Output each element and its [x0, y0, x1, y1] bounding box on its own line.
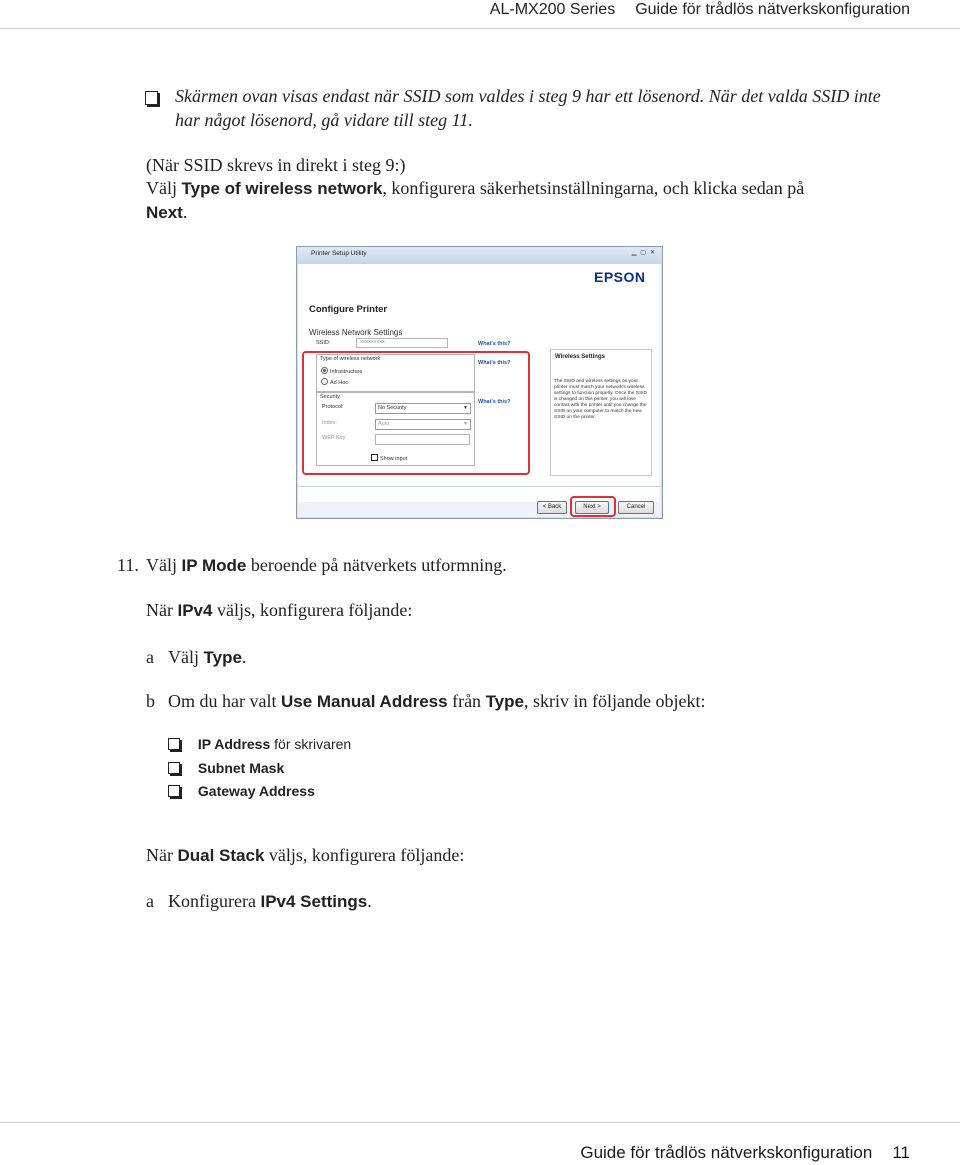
substep-letter-a: a [146, 647, 154, 667]
protocol-label: Protocol: [322, 404, 344, 410]
type-label: Type of wireless network [320, 356, 381, 362]
text-span: , skriv in följande objekt: [523, 691, 706, 711]
bold-term: Next [146, 203, 183, 222]
protocol-value: No Security [378, 405, 407, 411]
checkbox-bullet-icon [168, 738, 180, 750]
text-span: Välj [168, 647, 204, 667]
index-label: Index: [322, 420, 337, 426]
substep-letter-b: b [146, 691, 155, 711]
text-span: När [146, 600, 178, 620]
text-span: väljs, konfigurera följande: [212, 600, 413, 620]
text-span: från [447, 691, 486, 711]
page-number: 11 [892, 1143, 910, 1162]
guide-title: Guide för trådlös nätverkskonfiguration [635, 1, 910, 18]
ssid-step-paragraph-end [146, 200, 187, 225]
bold-term: Subnet Mask [197, 760, 285, 776]
checkbox-bullet-icon [168, 785, 180, 797]
bold-term: Type of wireless network [181, 179, 383, 198]
note-text: Skärmen ovan visas endast när SSID som valdes i steg 9 har ett lösenord. När det valda SSID inte har något lösenord, gå vidare till steg 11. [175, 86, 881, 130]
dual-intro [146, 843, 464, 868]
epson-logo: EPSON [594, 269, 646, 285]
running-header [490, 0, 910, 20]
bold-term: Gateway Address [197, 783, 315, 799]
dual-substep-a [168, 889, 372, 914]
adhoc-label: Ad Hoc [330, 380, 349, 386]
ipv4-substep-a [168, 645, 246, 670]
text-span: väljs, konfigurera följande: [264, 845, 465, 865]
back-button[interactable]: < Back [537, 501, 567, 514]
bold-term: Use Manual Address [280, 692, 448, 711]
bold-term: IP Address [197, 736, 271, 752]
info-title: Wireless Settings [555, 354, 605, 360]
text-span: Om du har valt [168, 691, 281, 711]
window-panel [298, 264, 659, 502]
step-number: 11. [117, 555, 139, 575]
ipv4-substep-b [168, 689, 705, 714]
dropdown-arrow-icon: ▼ [463, 421, 468, 427]
wepkey-label: WEP Key: [322, 435, 347, 441]
window-titlebar [297, 247, 662, 264]
show-input-checkbox[interactable] [371, 454, 407, 462]
ssid-label: SSID: [316, 340, 331, 346]
whats-this-link-3[interactable]: What's this? [478, 399, 511, 405]
index-value: Auto [378, 421, 390, 427]
printer-setup-window [296, 246, 663, 519]
checkbox-icon [371, 454, 378, 461]
checkbox-bullet-icon [168, 762, 180, 774]
whats-this-link-1[interactable]: What's this? [478, 341, 511, 347]
wireless-type-group [316, 354, 475, 392]
index-select[interactable] [375, 419, 471, 430]
radio-empty-icon [321, 378, 328, 385]
bold-term: Type [203, 648, 242, 667]
text-span: Konfigurera [168, 891, 261, 911]
text-span: . [367, 891, 372, 911]
checkbox-bullet-icon [145, 91, 158, 105]
footer-guide-title: Guide för trådlös nätverkskonfiguration [580, 1143, 873, 1162]
security-group [316, 392, 475, 466]
footer-rule [0, 1122, 960, 1123]
ssid-step-line1: (När SSID skrevs in direkt i steg 9:) [146, 155, 406, 175]
whats-this-link-2[interactable]: What's this? [478, 360, 511, 366]
ssid-step-paragraph [146, 176, 886, 201]
text-span: , konfigurera säkerhetsinställningarna, och klicka sedan på [382, 178, 805, 198]
text-span: . [241, 647, 247, 667]
wireless-info-panel [550, 349, 652, 476]
cancel-button[interactable]: Cancel [618, 501, 654, 514]
list-item [168, 759, 284, 777]
button-divider [297, 486, 662, 487]
bold-term: Type [485, 692, 524, 711]
radio-selected-icon [321, 367, 328, 374]
text-span: . [182, 202, 188, 222]
ssid-value: xxxxxxxxx [360, 339, 385, 345]
list-item [168, 782, 315, 800]
series-name: AL-MX200 Series [489, 1, 616, 18]
window-controls-icon[interactable]: ▁▢✕ [631, 250, 659, 256]
list-item [168, 735, 351, 753]
wireless-section-title: Wireless Network Settings [309, 328, 403, 337]
radio-infrastructure[interactable] [321, 367, 362, 375]
protocol-select[interactable] [375, 403, 471, 414]
note-checkbox-wrap [145, 86, 158, 110]
bold-term: IPv4 Settings [260, 892, 368, 911]
page-footer [580, 1142, 910, 1164]
ipv4-intro [146, 598, 412, 623]
next-button[interactable]: Next > [575, 501, 609, 514]
text-span: Välj [146, 178, 182, 198]
dropdown-arrow-icon: ▼ [463, 405, 468, 411]
text-span: för skrivaren [270, 736, 352, 752]
radio-adhoc[interactable] [321, 378, 348, 386]
text-span: Välj [146, 555, 182, 575]
infrastructure-label: Infrastructure [330, 369, 363, 375]
configure-heading: Configure Printer [309, 304, 388, 315]
wepkey-input[interactable] [375, 434, 470, 445]
window-title: Printer Setup Utility [311, 250, 367, 257]
bold-term: Dual Stack [177, 846, 265, 865]
security-label: Security [320, 394, 340, 400]
ssid-input[interactable] [356, 338, 448, 348]
bold-term: IPv4 [177, 601, 213, 620]
info-body: The SSID and wireless settings on your printer must match your network's wireless settings to function properly. Once the SSID is changed on this printer, you will lose contact with the printer until you change the SSID on your computer to match the new SSID on the printer. [554, 379, 647, 420]
show-input-label: Show input [380, 456, 408, 462]
text-span: När [146, 845, 178, 865]
text-span: beroende på nätverkets utformning. [246, 555, 507, 575]
substep-letter-a: a [146, 891, 154, 911]
bold-term: IP Mode [181, 556, 247, 575]
step-11-text [146, 553, 507, 578]
